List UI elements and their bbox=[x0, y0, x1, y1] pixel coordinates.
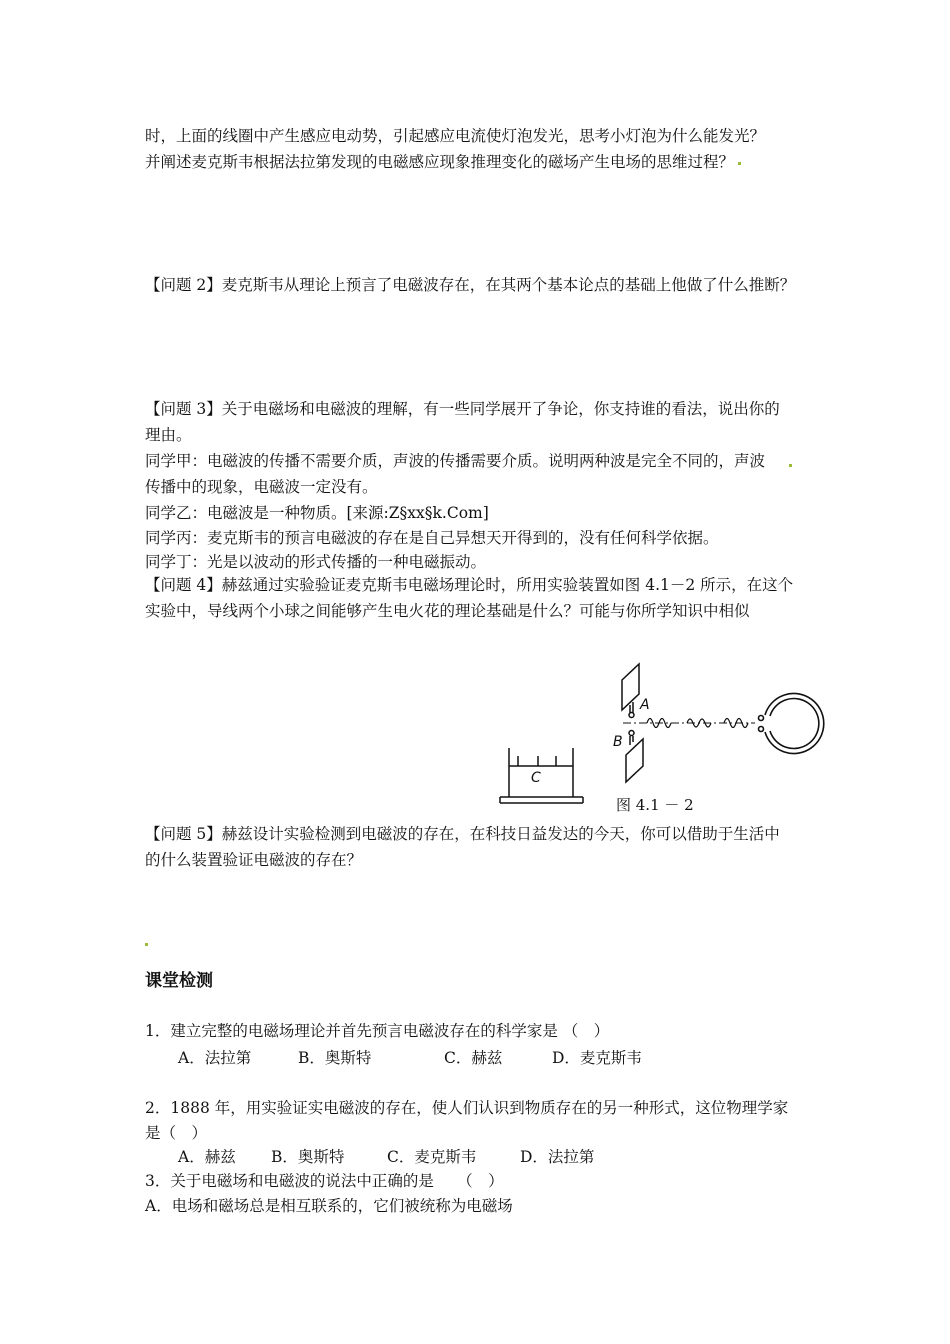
quiz-1-option-d: D．麦克斯韦 bbox=[552, 1049, 642, 1067]
ring-receiver bbox=[759, 694, 824, 754]
student-bing: 同学丙：麦克斯韦的预言电磁波的存在是自己异想天开得到的，没有任何科学依据。 bbox=[145, 529, 719, 547]
quiz-question-2-line-1: 2．1888 年，用实验证实电磁波的存在，使人们认识到物质存在的另一种形式，这位物理学家 bbox=[145, 1099, 789, 1117]
section-title: 课堂检测 bbox=[145, 971, 213, 991]
quiz-1-option-a: A．法拉第 bbox=[178, 1049, 252, 1067]
quiz-2-option-b: B．奥斯特 bbox=[271, 1148, 345, 1166]
quiz-question-1: 1．建立完整的电磁场理论并首先预言电磁波存在的科学家是 （ ） bbox=[145, 1022, 610, 1040]
lower-plate bbox=[626, 731, 643, 783]
question-3-line-2: 理由。 bbox=[145, 426, 192, 444]
question-4-line-1: 【问题 4】赫兹通过实验验证麦克斯韦电磁场理论时，所用实验装置如图 4.1－2 所示，在这个 bbox=[145, 576, 794, 594]
question-4-line-2: 实验中，导线两个小球之间能够产生电火花的理论基础是什么？可能与你所学知识中相似 bbox=[145, 602, 750, 620]
question-2: 【问题 2】麦克斯韦从理论上预言了电磁波存在，在其两个基本论点的基础上他做了什么推断？ bbox=[145, 276, 796, 294]
marker-dot bbox=[145, 943, 148, 946]
student-jia-line-2: 传播中的现象，电磁波一定没有。 bbox=[145, 478, 378, 496]
quiz-2-option-a: A．赫兹 bbox=[178, 1148, 236, 1166]
induction-coil-box bbox=[500, 748, 583, 803]
marker-dot bbox=[789, 464, 792, 467]
label-c: C bbox=[531, 770, 541, 786]
label-b: B bbox=[613, 734, 623, 750]
intro-line-2-text: 并阐述麦克斯韦根据法拉第发现的电磁感应现象推理变化的磁场产生电场的思维过程？ bbox=[145, 153, 735, 171]
student-ding: 同学丁：光是以波动的形式传播的一种电磁振动。 bbox=[145, 553, 487, 571]
quiz-2-option-d: D．法拉第 bbox=[520, 1148, 595, 1166]
upper-plate bbox=[622, 664, 639, 718]
hertz-apparatus-figure bbox=[495, 660, 825, 820]
quiz-2-options bbox=[178, 1146, 594, 1168]
quiz-1-option-c: C．赫兹 bbox=[444, 1049, 503, 1067]
figure-caption: 图 4.1 － 2 bbox=[616, 796, 694, 814]
intro-line-2 bbox=[145, 151, 741, 173]
question-5-line-2: 的什么装置验证电磁波的存在？ bbox=[145, 851, 363, 869]
quiz-question-3: 3．关于电磁场和电磁波的说法中正确的是 （ ） bbox=[145, 1172, 504, 1190]
question-5-line-1: 【问题 5】赫兹设计实验检测到电磁波的存在，在科技日益发达的今天，你可以借助于生活中 bbox=[145, 825, 780, 843]
student-jia-line-1: 同学甲：电磁波的传播不需要介质，声波的传播需要介质。说明两种波是完全不同的，声波 bbox=[145, 452, 766, 470]
quiz-3-option-a: A．电场和磁场总是相互联系的，它们被统称为电磁场 bbox=[145, 1197, 513, 1215]
intro-line-1: 时，上面的线圈中产生感应电动势，引起感应电流使灯泡发光，思考小灯泡为什么能发光？ bbox=[145, 127, 766, 145]
student-yi: 同学乙：电磁波是一种物质。[来源:Z§xx§k.Com] bbox=[145, 504, 489, 522]
quiz-question-2-line-2: 是（ ） bbox=[145, 1124, 208, 1142]
question-3-line-1: 【问题 3】关于电磁场和电磁波的理解，有一些同学展开了争论，你支持谁的看法，说出你的 bbox=[145, 400, 780, 418]
quiz-1-options bbox=[178, 1047, 642, 1069]
label-a: A bbox=[640, 697, 650, 713]
quiz-2-option-c: C．麦克斯韦 bbox=[387, 1148, 477, 1166]
quiz-1-option-b: B．奥斯特 bbox=[298, 1049, 372, 1067]
marker-dot bbox=[738, 162, 741, 165]
